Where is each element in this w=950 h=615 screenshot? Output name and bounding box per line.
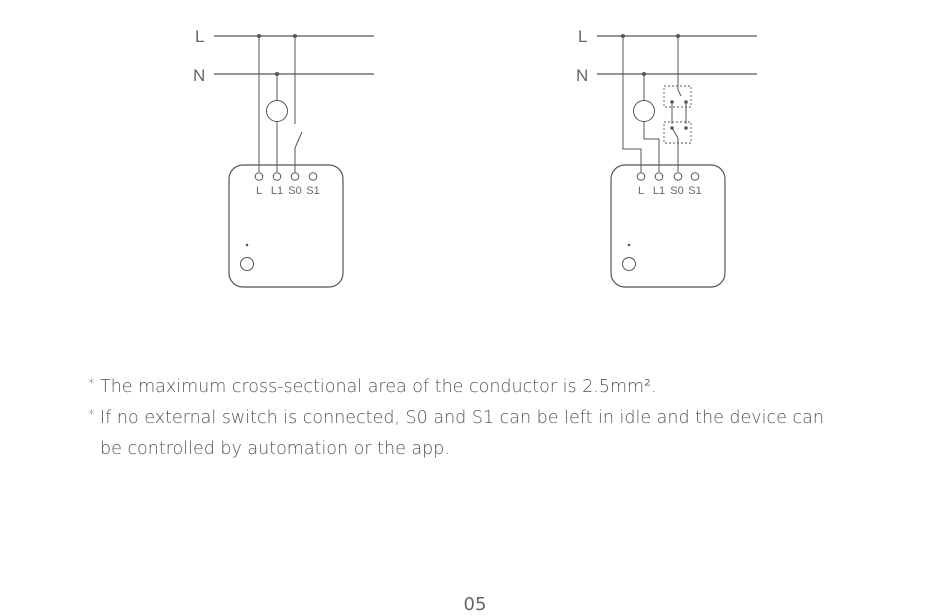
terminal-s1 (309, 173, 317, 181)
switch-icon (295, 132, 302, 148)
terminal-label-s1: S1 (306, 185, 320, 197)
terminal-label-l1: L1 (652, 185, 666, 197)
neutral-line-label: N (576, 66, 589, 85)
neutral-line-label: N (193, 66, 206, 85)
device-button-icon (623, 258, 636, 271)
live-line-label: L (578, 27, 588, 46)
terminal-l1 (273, 173, 281, 181)
terminal-s1 (691, 173, 699, 181)
switch-contact (684, 126, 688, 130)
switch-lever-icon (678, 90, 681, 96)
terminal-label-s1: S1 (688, 185, 702, 197)
note-no-external-switch (88, 403, 848, 465)
wire-l (623, 36, 641, 172)
note-conductor-area (88, 372, 848, 403)
terminal-s0 (674, 173, 682, 181)
lamp-icon (267, 101, 288, 122)
live-line-label: L (195, 27, 205, 46)
terminal-label-s0: S0 (288, 185, 302, 197)
note-marker: * (88, 377, 95, 392)
page-number: 05 (463, 594, 487, 615)
wiring-diagram-double-switch (576, 27, 757, 287)
device-module (229, 165, 343, 287)
wiring-diagram-single-switch (193, 27, 374, 287)
device-button-icon (241, 258, 254, 271)
terminal-label-s0: S0 (670, 185, 684, 197)
terminal-l1 (655, 173, 663, 181)
note-text: The maximum cross-sectional area of the conductor is 2.5mm². (100, 377, 657, 397)
indicator-led (628, 244, 631, 247)
indicator-led (246, 244, 249, 247)
switch-lever-icon (672, 128, 678, 138)
note-text: If no external switch is connected, S0 and S1 can be left in idle and the device can be controlled by automation or the app. (100, 408, 824, 459)
note-marker: * (88, 408, 95, 423)
device-module (611, 165, 725, 287)
terminal-label-l: L (637, 185, 645, 197)
notes (88, 372, 848, 465)
terminal-label-l1: L1 (270, 185, 284, 197)
terminal-s0 (291, 173, 299, 181)
terminal-l (637, 173, 645, 181)
terminal-label-l: L (255, 185, 263, 197)
lamp-icon (634, 101, 655, 122)
terminal-l (255, 173, 263, 181)
